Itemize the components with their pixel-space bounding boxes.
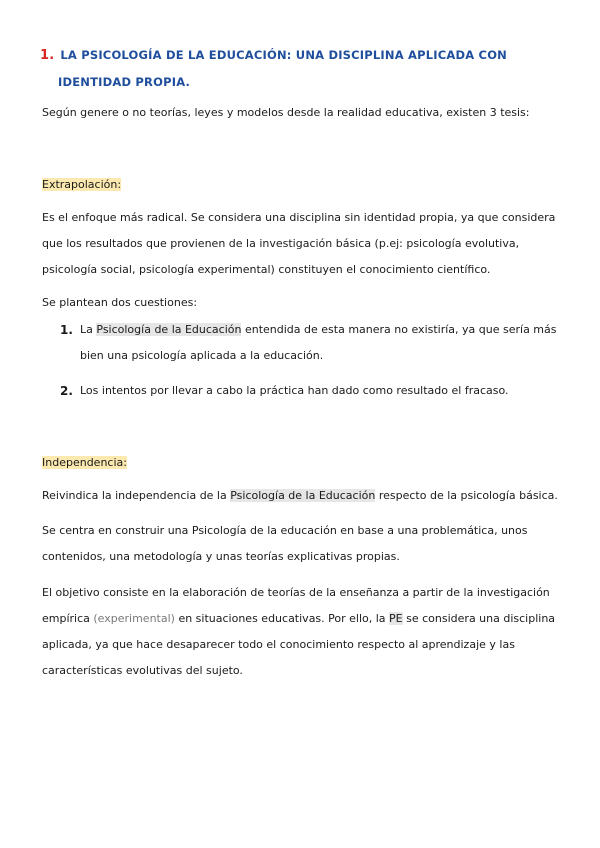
- section-heading: [40, 42, 560, 95]
- list-item-1-number: 1.: [60, 323, 73, 337]
- independencia-p1-post: respecto de la psicología básica.: [375, 489, 558, 502]
- independencia-p1-highlight: Psicología de la Educación: [230, 489, 376, 502]
- independencia-p3-c: se considera una disciplina aplicada, ya que hace desaparecer todo el conocimiento respecto al aprendizaje y las características evolutivas del sujeto.: [42, 612, 556, 677]
- list-item-2-number: 2.: [60, 384, 73, 398]
- independencia-p3-a: El objetivo consiste en la elaboración de teorías de la enseñanza a partir de la investigación empírica: [42, 586, 550, 625]
- heading-line-1: LA PSICOLOGÍA DE LA EDUCACIÓN: UNA DISCIPLINA APLICADA CON: [60, 48, 508, 62]
- extrapolacion-title-wrap: [42, 172, 562, 198]
- independencia-p3-muted: (experimental): [93, 612, 175, 625]
- list-item-2-text: Los intentos por llevar a cabo la práctica han dado como resultado el fracaso.: [80, 384, 509, 397]
- independencia-title-wrap: [42, 450, 562, 476]
- heading-number: 1.: [40, 48, 55, 63]
- heading-line-2: IDENTIDAD PROPIA.: [58, 75, 191, 89]
- extrapolacion-paragraph-1: Es el enfoque más radical. Se considera una disciplina sin identidad propia, ya que considera que los resultados que provienen de la investigación básica (p.ej: psicología evolutiva, psicología social, psicología experimental) constituyen el conocimiento científico.: [42, 211, 556, 276]
- extrapolacion-paragraph-2: Se plantean dos cuestiones:: [42, 296, 198, 309]
- list-item-1-post: entendida de esta manera no existiría, ya que sería más bien una psicología aplicada a la educación.: [80, 323, 557, 362]
- independencia-p1-pre: Reivindica la independencia de la: [42, 489, 231, 502]
- list-item-1-text: [60, 317, 560, 369]
- list-item-2: [60, 378, 560, 404]
- list-item-1-pre: La: [80, 323, 97, 336]
- independencia-p3-highlight: PE: [389, 612, 403, 625]
- independencia-paragraph-3: [42, 580, 562, 684]
- independencia-paragraph-1: [42, 483, 562, 509]
- independencia-paragraph-2: Se centra en construir una Psicología de la educación en base a una problemática, unos contenidos, una metodología y unas teorías explicativas propias.: [42, 524, 528, 563]
- independencia-title: Independencia:: [42, 456, 127, 469]
- list-item-1-highlight: Psicología de la Educación: [96, 323, 242, 336]
- extrapolacion-title: Extrapolación:: [42, 178, 122, 191]
- independencia-p3-b: en situaciones educativas. Por ello, la: [174, 612, 390, 625]
- intro-paragraph: Según genere o no teorías, leyes y modelos desde la realidad educativa, existen 3 tesis:: [42, 106, 530, 119]
- list-item-1: [60, 317, 560, 369]
